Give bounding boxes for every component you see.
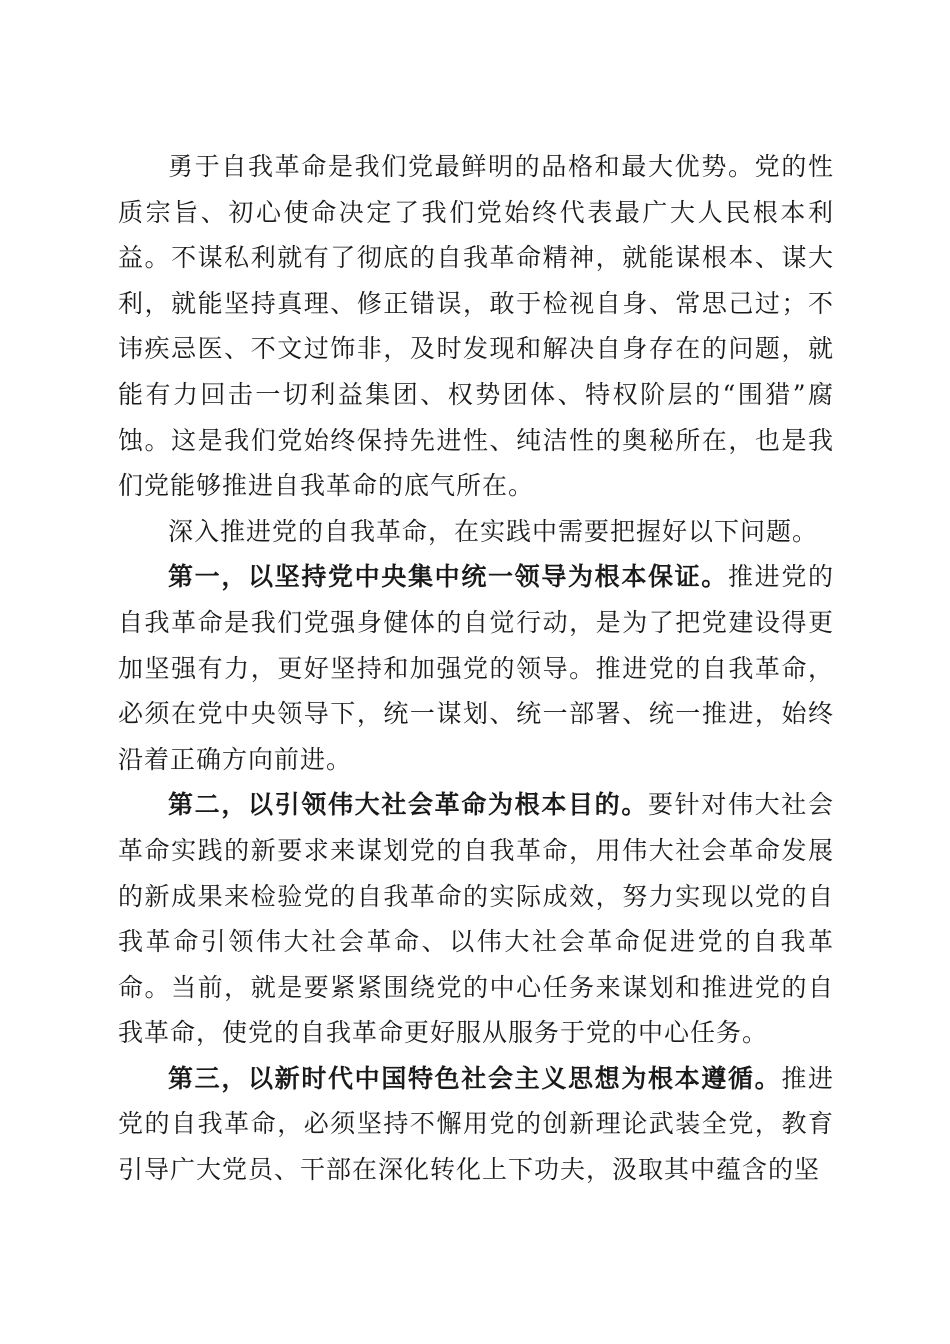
- paragraph-point-1: [118, 554, 834, 782]
- document-body: [118, 144, 834, 1193]
- paragraph-text: 深入推进党的自我革命，在实践中需要把握好以下问题。: [168, 516, 819, 546]
- paragraph-text: 勇于自我革命是我们党最鲜明的品格和最大优势。党的性质宗旨、初心使命决定了我们党始终代表最广大人民根本利益。不谋私利就有了彻底的自我革命精神，就能谋根本、谋大利，就能坚持真理、修正错误，敢于检视自身、常思己过；不讳疾忌医、不文过饰非，及时发现和解决自身存在的问题，就能有力回击一切利益集团、权势团体、特权阶层的“围猎”腐蚀。这是我们党始终保持先进性、纯洁性的奥秘所在，也是我们党能够推进自我革命的底气所在。: [118, 152, 834, 501]
- paragraph-text: 推进党的自我革命，必须坚持不懈用党的创新理论武装全党，教育引导广大党员、干部在深化转化上下功夫，汲取其中蕴含的坚: [118, 1063, 834, 1185]
- paragraph-transition: [118, 509, 834, 555]
- paragraph-point-3: [118, 1056, 834, 1193]
- paragraph-intro: [118, 144, 834, 509]
- paragraph-point-2: [118, 782, 834, 1056]
- paragraph-lead: 第三，以新时代中国特色社会主义思想为根本遵循。: [168, 1063, 782, 1093]
- paragraph-lead: 第二，以引领伟大社会革命为根本目的。: [168, 790, 648, 820]
- paragraph-text: 推进党的自我革命是我们党强身健体的自觉行动，是为了把党建设得更加坚强有力，更好坚持和加强党的领导。推进党的自我革命，必须在党中央领导下，统一谋划、统一部署、统一推进，始终沿着正确方向前进。: [118, 562, 834, 774]
- paragraph-lead: 第一，以坚持党中央集中统一领导为根本保证。: [168, 562, 728, 592]
- paragraph-text: 要针对伟大社会革命实践的新要求来谋划党的自我革命，用伟大社会革命发展的新成果来检验党的自我革命的实际成效，努力实现以党的自我革命引领伟大社会革命、以伟大社会革命促进党的自我革命。当前，就是要紧紧围绕党的中心任务来谋划和推进党的自我革命，使党的自我革命更好服从服务于党的中心任务。: [118, 790, 834, 1048]
